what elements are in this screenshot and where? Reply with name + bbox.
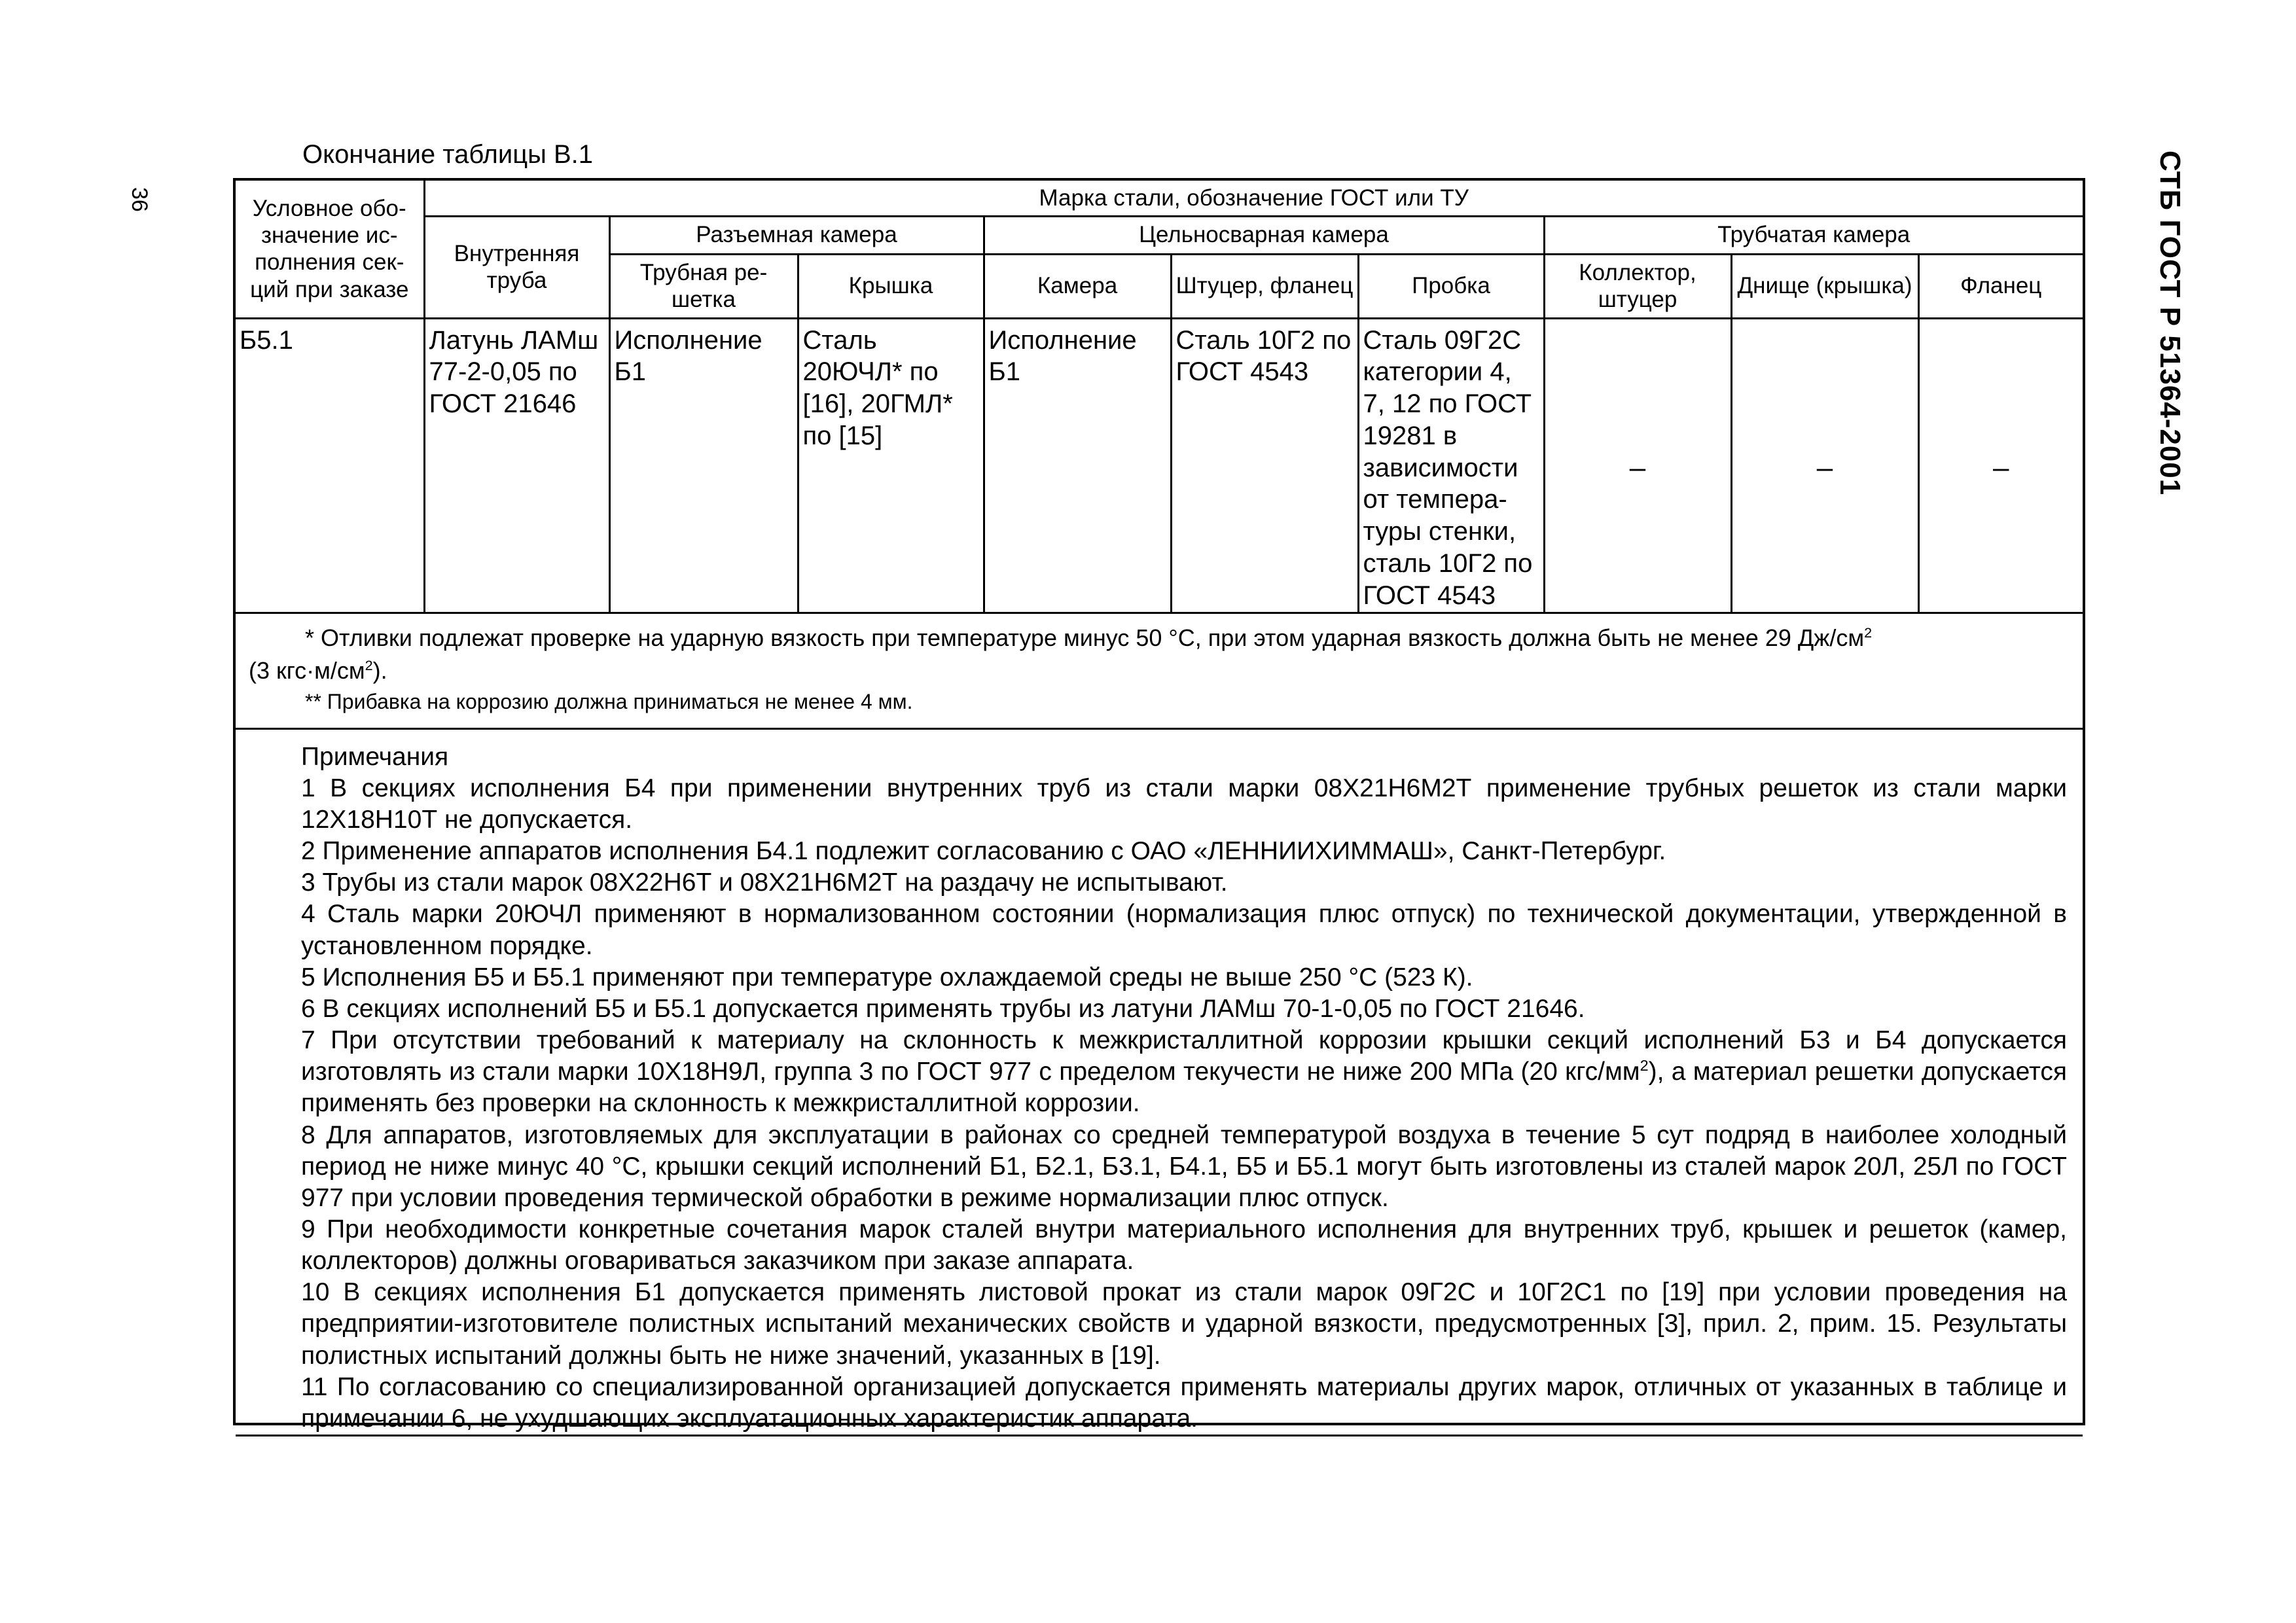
table-caption: Окончание таблицы В.1 <box>302 140 594 169</box>
cell-designation: Б5.1 <box>236 318 424 613</box>
header-tubular-chamber: Трубчатая камера <box>1544 216 2083 254</box>
steel-grade-table <box>236 181 2083 1436</box>
header-chamber: Камера <box>984 254 1171 318</box>
cell-flange: – <box>1918 318 2083 613</box>
header-plug: Пробка <box>1358 254 1544 318</box>
header-detachable-chamber: Разъемная камера <box>609 216 984 254</box>
cell-cover: Сталь 20ЮЧЛ* по [16], 20ГМЛ* по [15] <box>798 318 984 613</box>
table-frame <box>233 178 2085 1433</box>
table-row <box>236 318 2083 613</box>
cell-inner-tube: Латунь ЛАМш 77-2-0,05 по ГОСТ 21646 <box>424 318 609 613</box>
note-11: 11 По согласованию со специализированной организацией допускается применять материалы других марок, отличных от указанных в таблице и примечании 6, не ухудшающих эксплуатационных характеристик аппарата. <box>301 1372 2067 1433</box>
note-2: 2 Применение аппаратов исполнения Б4.1 подлежит согласованию с ОАО «ЛЕННИИХИММАШ», Санкт-Петербург. <box>301 837 1666 866</box>
footnote-1: * Отливки подлежат проверке на ударную вязкость при температуре минус 50 °С, при этом ударная вязкость должна быть не менее 29 $Дж/см^2$ <box>305 624 1873 651</box>
header-inner-tube: Внутренняя труба <box>424 216 609 318</box>
footnote-2: ** Прибавка на коррозию должна приниматься не менее 4 мм. <box>305 690 913 714</box>
header-fitting: Штуцер, фланец <box>1171 254 1358 318</box>
note-6: 6 В секциях исполнений Б5 и Б5.1 допускается применять трубы из латуни ЛАМш 70-1-0,05 по ГОСТ 21646. <box>301 994 1585 1023</box>
note-9: 9 При необходимости конкретные сочетания марок сталей внутри материального исполнения для внутренних труб, крышек и решеток (камер, коллекторов) должны оговариваться заказчиком при заказе аппарата. <box>301 1215 2067 1275</box>
cell-fitting: Сталь 10Г2 по ГОСТ 4543 <box>1171 318 1358 613</box>
header-welded-chamber: Цельносварная камера <box>984 216 1544 254</box>
header-flange: Фланец <box>1918 254 2083 318</box>
note-5: 5 Исполнения Б5 и Б5.1 применяют при температуре охлаждаемой среды не выше 250 °С (523 К). <box>301 963 1473 991</box>
cell-collector: – <box>1544 318 1731 613</box>
cell-chamber: Исполнение Б1 <box>984 318 1171 613</box>
cell-plug: Сталь 09Г2С категории 4, 7, 12 по ГОСТ 19281 в зависимости от темпера-туры стенки, сталь 10Г2 по ГОСТ 4543 <box>1358 318 1544 613</box>
notes-block <box>236 728 2083 1435</box>
note-10: 10 В секциях исполнения Б1 допускается применять листовой прокат из стали марок 09Г2С и 10Г2С1 по [19] при условии проведения на предприятии-изготовителе полистных испытаний механических свойств и ударной вязкости, предусмотренных [3], прил. 2, прим. 15. Результаты полистных испытаний должны быть не ниже значений, указанных в [19]. <box>301 1278 2067 1370</box>
cell-bottom: – <box>1731 318 1918 613</box>
header-tube-sheet: Трубная ре-шетка <box>609 254 798 318</box>
header-group-title: Марка стали, обозначение ГОСТ или ТУ <box>424 181 2083 216</box>
note-8: 8 Для аппаратов, изготовляемых для эксплуатации в районах со средней температурой воздуха в течение 5 сут подряд в наиболее холодный период не ниже минус 40 °С, крышки секций исполнений Б1, Б2.1, Б3.1, Б4.1, Б5 и Б5.1 могут быть изготовлены из сталей марок 20Л, 25Л по ГОСТ 977 при условии проведения термической обработки в режиме нормализации плюс отпуск. <box>301 1120 2067 1212</box>
note-1: 1 В секциях исполнения Б4 при применении внутренних труб из стали марки 08Х21Н6М2Т применение трубных решеток из стали марки 12Х18Н10Т не допускается. <box>301 774 2067 834</box>
standard-designation: СТБ ГОСТ Р 51364-2001 <box>2154 151 2186 496</box>
cell-tube-sheet: Исполнение Б1 <box>609 318 798 613</box>
notes-title: Примечания <box>301 742 449 771</box>
note-3: 3 Трубы из стали марок 08Х22Н6Т и 08Х21Н6М2Т на раздачу не испытывают. <box>301 868 1228 897</box>
note-4: 4 Сталь марки 20ЮЧЛ применяют в нормализованном состоянии (нормализация плюс отпуск) по технической документации, утвержденной в установленном порядке. <box>301 900 2067 960</box>
header-bottom: Днище (крышка) <box>1731 254 1918 318</box>
header-collector: Коллектор, штуцер <box>1544 254 1731 318</box>
footnotes <box>236 613 2083 728</box>
page-number: 36 <box>127 187 152 212</box>
header-designation: Условное обо-значение ис-полнения сек-ций при заказе <box>236 181 424 318</box>
header-cover: Крышка <box>798 254 984 318</box>
note-7: 7 При отсутствии требований к материалу на склонность к межкристаллитной коррозии крышки секций исполнений Б3 и Б4 допускается изготовлять из стали марки 10Х18Н9Л, группа 3 по ГОСТ 977 с пределом текучести не ниже 200 МПа (20 кгс/$мм^2$), а материал решетки допускается применять без проверки на склонность к межкристаллитной коррозии. <box>301 1026 2068 1118</box>
footnote-1-cont: (3 $кгс\cdot м/см^2$). <box>249 657 387 685</box>
